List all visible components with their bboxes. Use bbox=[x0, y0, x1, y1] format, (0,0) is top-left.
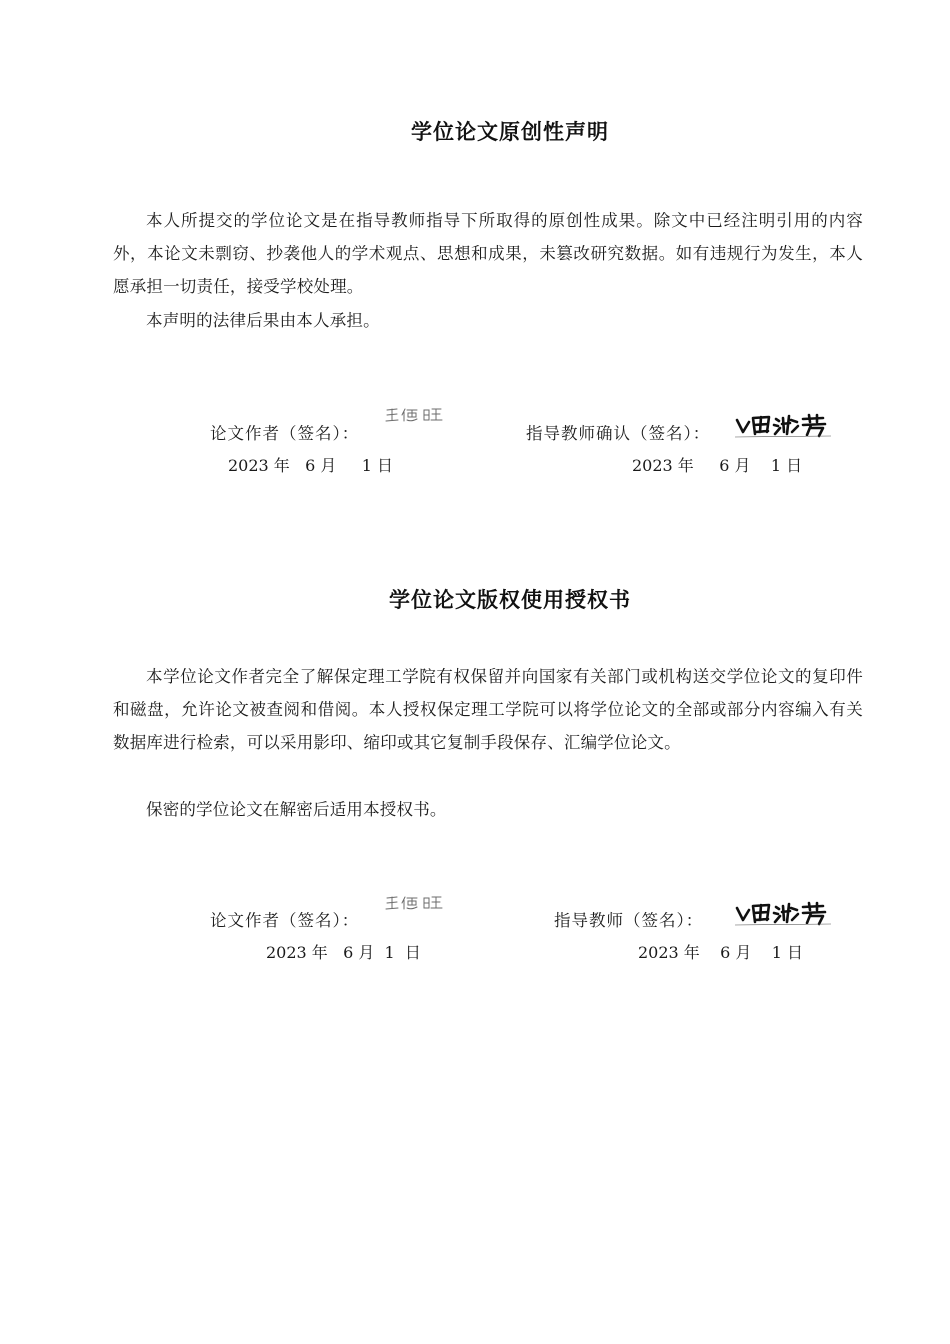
advisor-confirmation-date: 2023 年 6 月 1 日 bbox=[632, 456, 803, 475]
confidential-thesis-paragraph: 保密的学位论文在解密后适用本授权书。 bbox=[146, 800, 447, 819]
originality-declaration-title: 学位论文原创性声明 bbox=[411, 120, 609, 144]
author-signature-date-2: 2023 年 6 月 1 日 bbox=[266, 943, 421, 962]
copyright-authorization-paragraph: 本学位论文作者完全了解保定理工学院有权保留并向国家有关部门或机构送交学位论文的复印件和磁盘，允许论文被查阅和借阅。本人授权保定理工学院可以将学位论文的全部或部分内容编入有关数据库进行检索，可以采用影印、缩印或其它复制手段保存、汇编学位论文。 bbox=[113, 667, 863, 752]
author-signature-label-2: 论文作者（签名）： bbox=[210, 911, 360, 930]
author-signature-label: 论文作者（签名）： bbox=[210, 424, 360, 443]
copyright-authorization-title: 学位论文版权使用授权书 bbox=[389, 588, 631, 612]
advisor-signature-label: 指导教师（签名）： bbox=[554, 911, 704, 930]
advisor-handwritten-signature bbox=[733, 410, 833, 440]
advisor-confirmation-label: 指导教师确认（签名）： bbox=[526, 424, 711, 443]
author-handwritten-signature-2 bbox=[384, 893, 444, 913]
legal-consequence-paragraph: 本声明的法律后果由本人承担。 bbox=[146, 311, 380, 330]
advisor-signature-date: 2023 年 6 月 1 日 bbox=[638, 943, 804, 962]
author-handwritten-signature bbox=[384, 405, 444, 425]
author-signature-date: 2023 年 6 月 1 日 bbox=[228, 456, 394, 475]
advisor-handwritten-signature-2 bbox=[733, 898, 833, 928]
originality-declaration-paragraph: 本人所提交的学位论文是在指导教师指导下所取得的原创性成果。除文中已经注明引用的内容外，本论文未剽窃、抄袭他人的学术观点、思想和成果，未篡改研究数据。如有违规行为发生，本人愿承担一切责任，接受学校处理。 bbox=[113, 211, 863, 296]
